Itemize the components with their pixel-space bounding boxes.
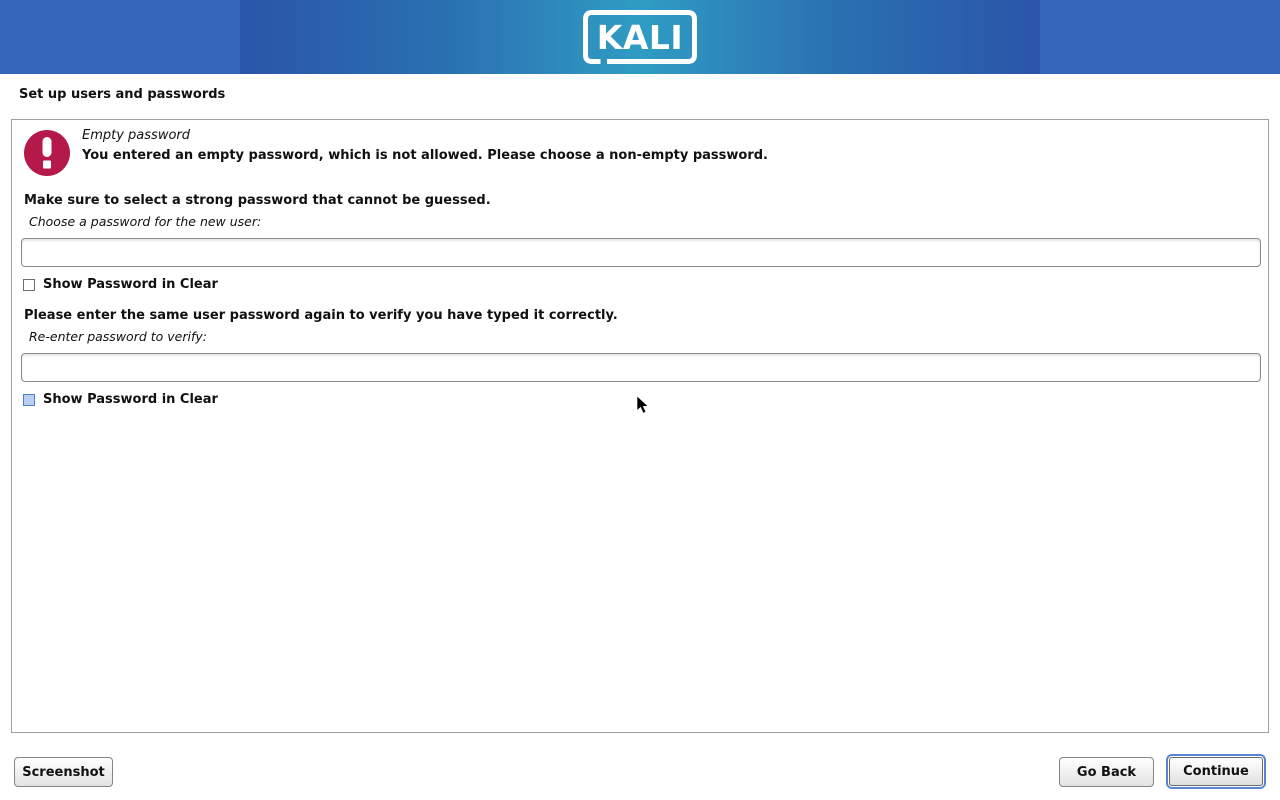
show-password-label-1: Show Password in Clear: [43, 277, 218, 292]
page-title: Set up users and passwords: [19, 87, 226, 102]
screenshot-button[interactable]: Screenshot: [14, 757, 113, 787]
go-back-button[interactable]: Go Back: [1059, 757, 1154, 787]
show-password-checkbox-row-1[interactable]: [23, 277, 218, 292]
kali-logo-text: KALI: [596, 18, 684, 57]
verify-instruction: Please enter the same user password again to verify you have typed it correctly.: [24, 308, 618, 323]
password-instruction: Make sure to select a strong password that cannot be guessed.: [24, 193, 491, 208]
continue-button-focus-ring: [1166, 754, 1266, 789]
kali-logo-icon: [583, 10, 697, 64]
main-content-panel: [11, 119, 1269, 733]
verify-field-label: Re-enter password to verify:: [29, 329, 207, 344]
password-field-label: Choose a password for the new user:: [29, 214, 262, 229]
banner-right-fill: [1040, 0, 1280, 74]
show-password-checkbox-1[interactable]: [23, 279, 35, 291]
verify-password-input[interactable]: [21, 353, 1261, 382]
banner-left-fill: [0, 0, 240, 74]
show-password-checkbox-2[interactable]: [23, 394, 35, 406]
password-input[interactable]: [21, 238, 1261, 267]
show-password-checkbox-row-2[interactable]: [23, 392, 218, 407]
continue-button[interactable]: Continue: [1169, 757, 1263, 786]
show-password-label-2: Show Password in Clear: [43, 392, 218, 407]
error-title: Empty password: [82, 128, 190, 143]
banner: [0, 0, 1280, 74]
error-message: You entered an empty password, which is not allowed. Please choose a non-empty password.: [82, 148, 768, 163]
error-exclamation-icon: [23, 129, 71, 177]
arrow-cursor-icon: [637, 396, 651, 416]
